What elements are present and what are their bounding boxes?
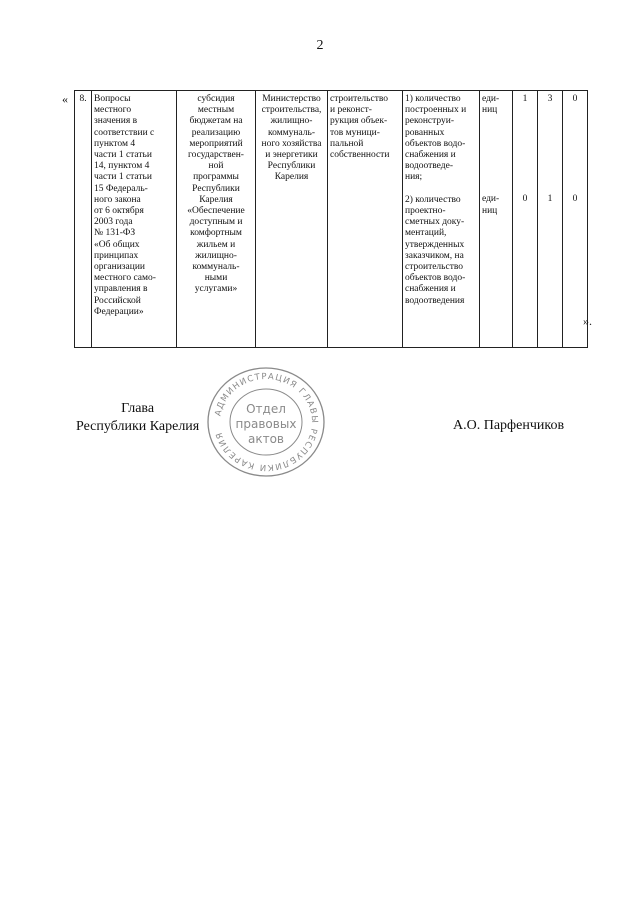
row-number-cell: 8. bbox=[75, 91, 92, 348]
indicator-2-text: 2) количество проектно- сметных доку- ментаций, утвержденных заказчиком, на строительство объектов водо- снабжения и водоотведения bbox=[405, 194, 466, 306]
indicators-cell bbox=[403, 91, 480, 348]
program-table bbox=[74, 90, 588, 348]
svg-text:правовых: правовых bbox=[235, 417, 297, 431]
ministry-cell: Министерство строительства, жилищно- коммуналь- ного хозяйства и энергетики Республики Карелия bbox=[256, 91, 328, 348]
value-2-1: 0 bbox=[522, 194, 528, 205]
value-1-1: 1 bbox=[522, 94, 528, 104]
value-1-2: 3 bbox=[547, 94, 553, 104]
closing-quote: ». bbox=[583, 314, 592, 328]
page-number: 2 bbox=[316, 38, 324, 53]
local-issue-cell: Вопросы местного значения в соответствии с пунктом 4 части 1 статьи 14, пунктом 4 части 1 статьи 15 Федераль- ного закона от 6 октября 2003 года № 131-ФЗ «Об общих принципах организации местного само- управления в Российской Федерации» bbox=[92, 91, 177, 348]
opening-quote: « bbox=[62, 92, 68, 106]
svg-text:актов: актов bbox=[247, 432, 285, 446]
signature-block bbox=[76, 400, 199, 436]
value-col-3-cell bbox=[563, 91, 588, 348]
signatory-name: А.О. Парфенчиков bbox=[453, 418, 565, 433]
subsidy-cell: субсидия местным бюджетам на реализацию мероприятий государствен- ной программы Республики Карелия «Обеспечение доступным и комфортным жильем и жилищно- коммуналь- ными услугами» bbox=[177, 91, 256, 348]
value-2-3: 0 bbox=[572, 194, 578, 205]
signatory-post-line1: Глава bbox=[121, 401, 155, 416]
direction-cell: строительство и реконст- рукция объек- тов муници- пальной собственности bbox=[328, 91, 403, 348]
units-cell bbox=[480, 91, 513, 348]
value-col-1-cell bbox=[513, 91, 538, 348]
value-1-3: 0 bbox=[572, 94, 578, 104]
unit-1-text: еди- ниц bbox=[482, 94, 500, 116]
unit-2-text: еди- ниц bbox=[482, 194, 500, 216]
signatory-post-line2: Республики Карелия bbox=[76, 419, 200, 434]
indicator-1-text: 1) количество построенных и реконструи- рованных объектов водо- снабжения и водоотведе- ния; bbox=[405, 94, 467, 183]
stamp-seal-icon bbox=[205, 365, 327, 479]
svg-text:АДМИНИСТРАЦИЯ ГЛАВЫ РЕСПУБЛИКИ: АДМИНИСТРАЦИЯ ГЛАВЫ РЕСПУБЛИКИ КАРЕЛИЯ bbox=[213, 371, 320, 473]
value-2-2: 1 bbox=[547, 194, 553, 205]
table-row bbox=[75, 91, 588, 348]
legal-department-stamp bbox=[205, 365, 327, 479]
value-col-2-cell bbox=[538, 91, 563, 348]
svg-text:Отдел: Отдел bbox=[246, 402, 286, 416]
